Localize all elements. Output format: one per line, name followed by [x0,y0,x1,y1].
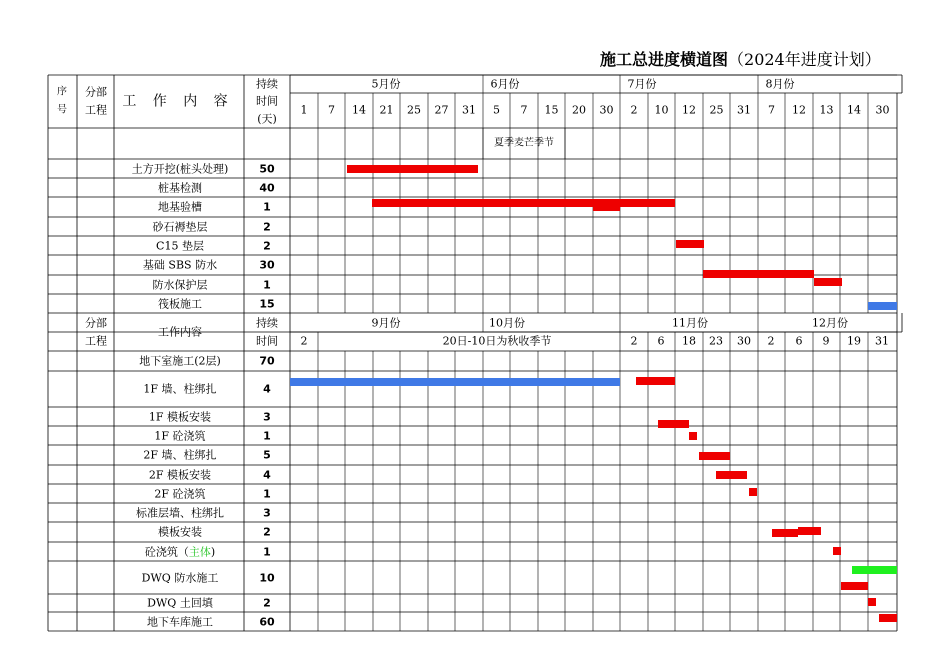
day-label: 31 [737,103,751,117]
month-label-2: 11月份 [672,316,708,330]
task-name-end: ) [210,545,216,558]
month-label: 6月份 [490,77,520,91]
task-name [145,545,215,558]
part-header: 分部 [85,85,107,99]
day-label-2: 6 [657,334,665,348]
task-name: 地下室施工(2层) [139,354,221,368]
task-days: 3 [263,506,271,519]
task-name: 砂石褥垫层 [152,220,208,233]
task-name: 土方开挖(桩头处理) [131,162,229,175]
day-label: 1 [300,103,308,117]
day-label: 13 [819,103,834,117]
schedule-bar [290,378,620,386]
task-days: 60 [259,615,275,628]
duration-header: 持续 [256,77,278,91]
day-label-2: 19 [847,334,861,348]
day-label: 2 [630,103,638,117]
schedule-bar [658,420,689,428]
duration-header: 时间 [256,94,278,108]
task-days: 70 [259,354,275,368]
task-days: 2 [263,596,271,610]
task-name: 地下车库施工 [147,615,213,628]
task-days: 1 [263,278,271,291]
schedule-bar [833,547,841,555]
month-label: 7月份 [627,77,657,91]
task-name-highlight: 主体 [188,545,211,558]
schedule-bar [879,614,897,622]
schedule-bar [868,598,876,606]
day-label: 15 [544,103,559,117]
day-label: 12 [792,103,806,117]
schedule-bar [593,203,620,211]
day-label: 21 [379,103,394,117]
day-label: 7 [520,103,528,117]
part-header: 工程 [85,103,107,117]
part-header-2: 工程 [85,334,107,348]
day-label: 25 [709,103,724,117]
day-label: 7 [768,103,775,117]
task-name: 地基验槽 [158,200,202,214]
task-days: 30 [259,258,275,272]
day-label-2: 6 [795,334,803,348]
schedule-bar [841,582,868,590]
duration-header-2: 持续 [256,316,278,330]
month-label-2: 10月份 [489,316,525,330]
day-label-2: 2 [630,334,638,348]
schedule-bar [636,377,675,385]
task-name: C15 垫层 [156,239,204,252]
day-label-2: 18 [682,334,696,348]
day-label: 30 [599,103,614,117]
day-label: 31 [462,103,476,117]
task-name: 防水保护层 [152,278,208,291]
task-days: 2 [263,239,271,252]
task-name: 2F 模板安装 [148,468,212,481]
month-label-2: 9月份 [371,316,401,330]
day-label: 12 [682,103,696,117]
task-days: 15 [259,297,275,310]
task-days: 2 [263,525,271,539]
part-header-2: 分部 [85,316,107,330]
task-name: 1F 模板安装 [148,410,212,423]
task-name-part: 砼浇筑（ [144,545,189,558]
task-days: 5 [263,448,271,462]
schedule-bar [347,165,478,173]
task-name: 2F 墙、柱绑扎 [143,448,217,462]
duration-header: (天) [257,112,277,126]
day-label: 25 [407,103,421,117]
task-days: 4 [263,382,271,396]
seq-header: 序 [57,86,67,98]
task-days: 10 [259,571,275,584]
task-name: 1F 砼浇筑 [154,429,206,442]
day-label-2: 30 [737,334,751,348]
task-days: 4 [263,468,271,481]
day-label: 30 [875,103,890,117]
task-days: 1 [263,200,271,214]
schedule-bar [372,199,675,207]
day-label-2: 2 [300,334,308,348]
task-name: 桩基检测 [158,181,202,194]
schedule-bar [814,278,842,286]
title-year: （2024年进度计划） [728,50,881,69]
season-note-2: 20日-10日为秋收季节 [442,334,552,348]
task-name: DWQ 土回填 [147,596,213,610]
schedule-bar [699,452,730,460]
seq-header: 号 [57,104,67,116]
task-days: 1 [263,545,271,558]
task-days: 3 [263,410,271,423]
season-note: 夏季麦芒季节 [494,137,554,149]
day-label: 5 [493,103,500,117]
month-label-2: 12月份 [812,316,848,330]
task-days: 50 [259,162,275,175]
schedule-bar [749,488,757,496]
task-name: 标准层墙、柱绑扎 [136,506,224,519]
month-label: 5月份 [371,77,401,91]
day-label-2: 31 [875,334,889,348]
schedule-bar [772,529,798,537]
schedule-bar [716,471,747,479]
day-label-2: 23 [709,334,723,348]
duration-header-2: 时间 [256,334,278,348]
title-main: 施工总进度横道图 [600,50,729,69]
task-name: 1F 墙、柱绑扎 [143,382,217,396]
schedule-bar [689,432,697,440]
schedule-bar [798,527,821,535]
day-label: 20 [572,103,586,117]
day-label: 10 [654,103,669,117]
schedule-bar [703,270,814,278]
work-header: 工 作 内 容 [122,93,234,110]
day-label: 27 [434,103,449,117]
task-days: 1 [263,487,271,500]
day-label-2: 2 [767,334,775,348]
task-name: 基础 SBS 防水 [142,258,218,272]
day-label: 7 [328,103,335,117]
schedule-bar [852,566,897,574]
day-label-2: 9 [822,334,830,348]
task-days: 2 [263,220,271,233]
task-name: 模板安装 [158,525,202,539]
work-header-2: 工作内容 [158,325,202,339]
task-name: DWQ 防水施工 [141,571,219,584]
task-days: 1 [263,429,271,442]
task-name: 筏板施工 [158,297,202,310]
task-name: 2F 砼浇筑 [154,487,206,500]
schedule-bar [868,302,897,310]
month-label: 8月份 [765,77,795,91]
task-days: 40 [259,181,275,194]
day-label: 14 [847,103,861,117]
day-label: 14 [352,103,366,117]
schedule-bar [676,240,704,248]
